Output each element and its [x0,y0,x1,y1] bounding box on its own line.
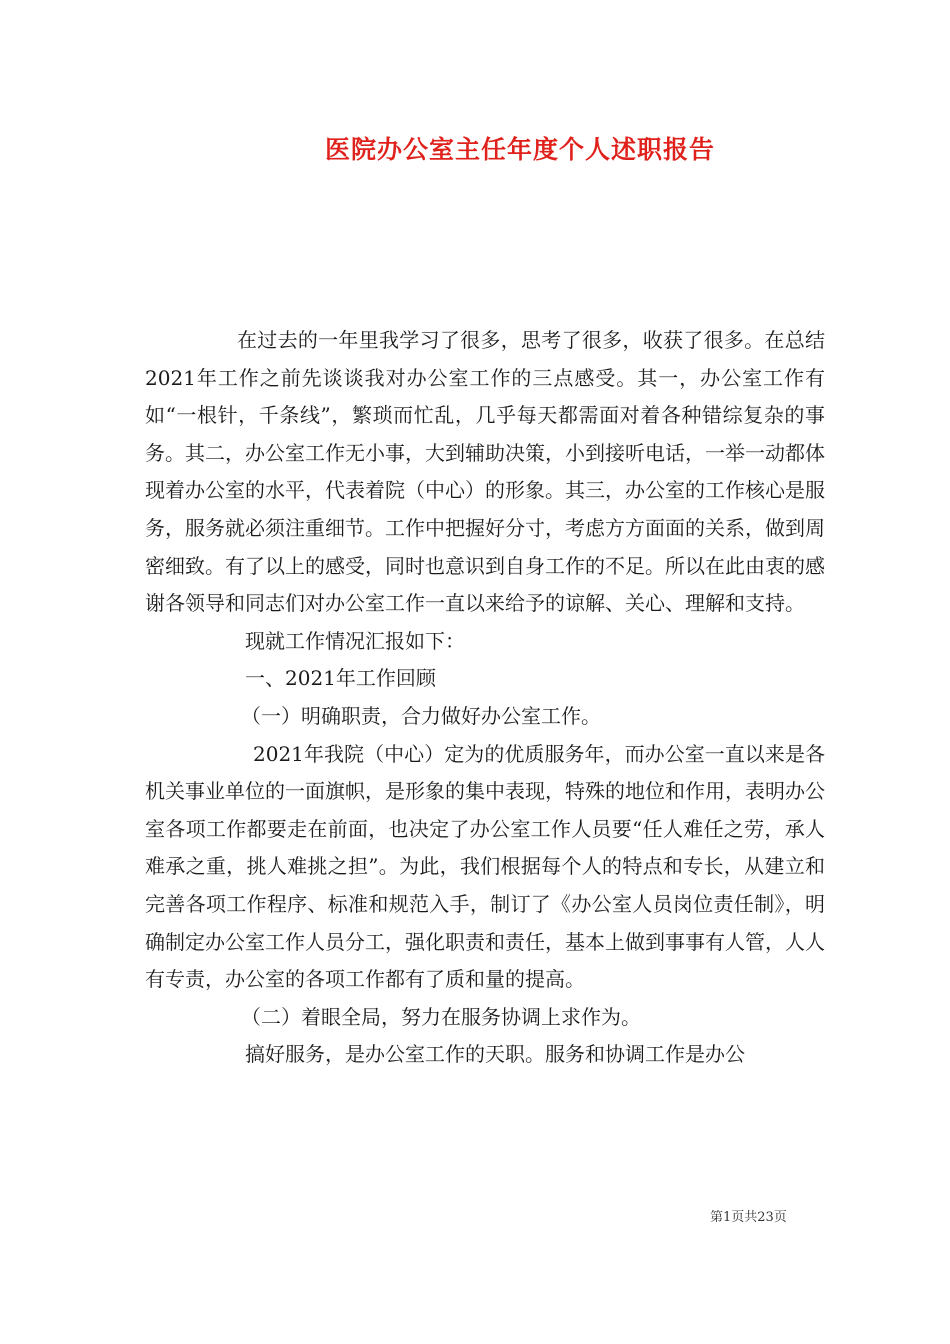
document-title: 医院办公室主任年度个人述职报告 [324,135,715,164]
subsection-heading-2: （二）着眼全局，努力在服务协调上求作为。 [241,1004,641,1029]
paragraph-service: 搞好服务，是办公室工作的天职。服务和协调工作是办公 [245,1042,745,1067]
page-number: 第1页共23页 [710,1210,787,1225]
section-heading-review: 一、2021年工作回顾 [245,666,436,691]
paragraph-duties: 2021年我院（中心）定为的优质服务年，而办公室一直以来是各机关事业单位的一面旗帜，是形象的集中表现，特殊的地位和作用，表明办公室各项工作都要走在前面，也决定了办公室工作人员要“任人难任之劳，承人难承之重，挑人难挑之担”。为此，我们根据每个人的特点和专长，从建立和完善各项工作程序、标准和规范入手，制订了《办公室人员岗位责任制》，明确制定办公室工作人员分工，强化职责和责任，基本上做到事事有人管，人人有专责，办公室的各项工作都有了质和量的提高。 [145,741,825,992]
paragraph-report-lead: 现就工作情况汇报如下： [245,628,465,653]
document-body [145,322,825,1074]
subsection-heading-1: （一）明确职责，合力做好办公室工作。 [241,703,601,728]
paragraph-intro: 在过去的一年里我学习了很多，思考了很多，收获了很多。在总结2021年工作之前先谈谈我对办公室工作的三点感受。其一，办公室工作有如“一根针，千条线”，繁琐而忙乱，几乎每天都需面对着各种错综复杂的事务。其二，办公室工作无小事，大到辅助决策，小到接听电话，一举一动都体现着办公室的水平，代表着院（中心）的形象。其三，办公室的工作核心是服务，服务就必须注重细节。工作中把握好分寸，考虑方方面面的关系，做到周密细致。有了以上的感受，同时也意识到自身工作的不足。所以在此由衷的感谢各领导和同志们对办公室工作一直以来给予的谅解、关心、理解和支持。 [145,328,825,616]
